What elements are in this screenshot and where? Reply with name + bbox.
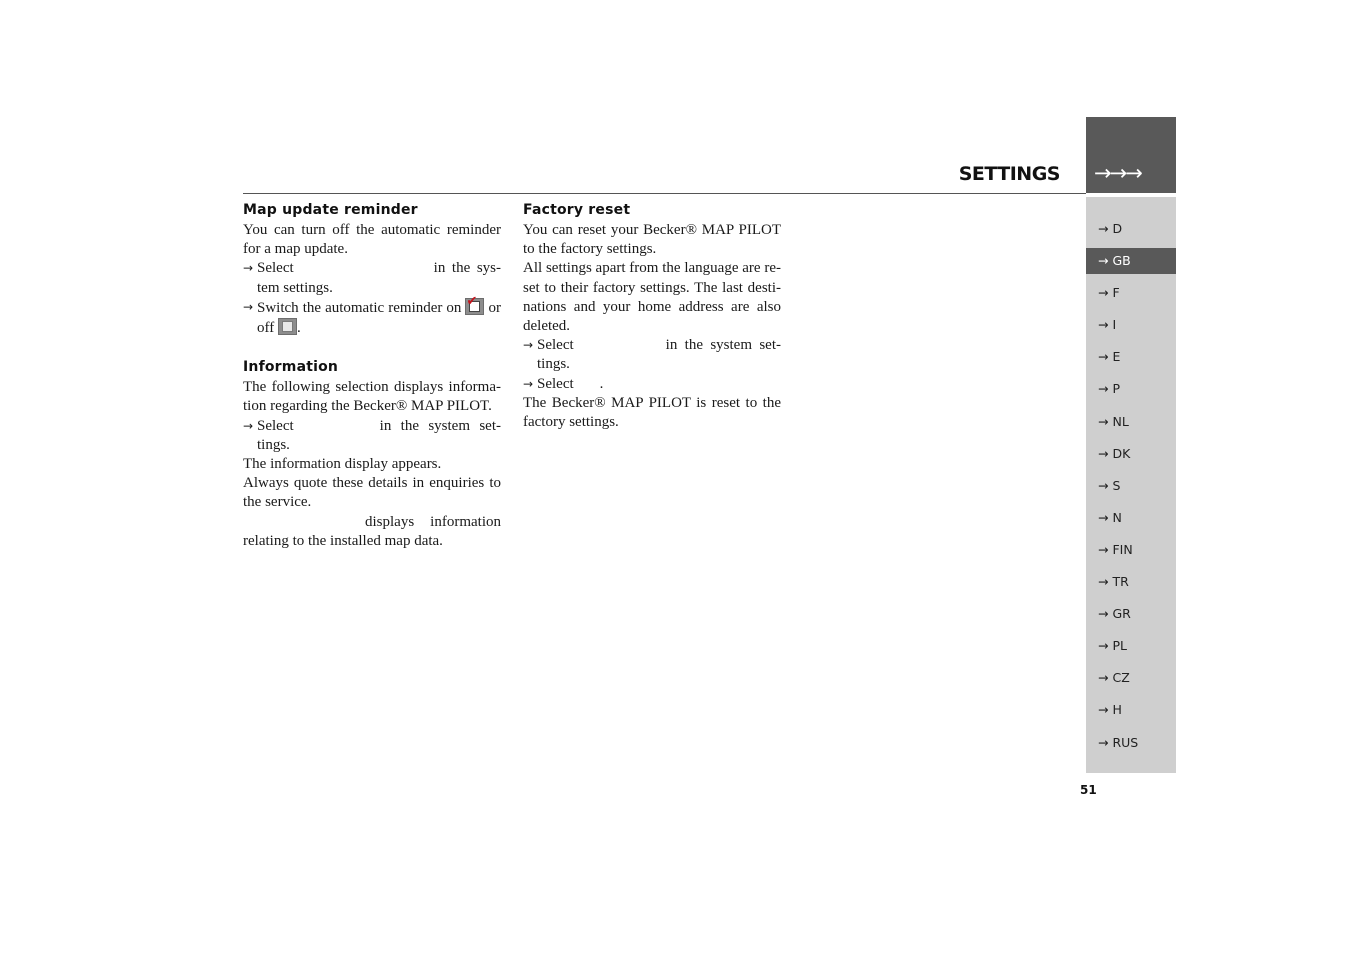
arrow-icon: → <box>1098 413 1109 429</box>
language-code: GR <box>1112 606 1131 622</box>
arrow-icon: → <box>1098 285 1109 301</box>
language-code: I <box>1112 317 1117 333</box>
arrow-icon: → <box>243 261 254 276</box>
text-column-left <box>243 201 501 551</box>
arrow-icon: → <box>1098 638 1109 654</box>
chapter-tab <box>1086 117 1176 193</box>
language-code: CZ <box>1112 670 1130 686</box>
text-column-right <box>523 201 781 432</box>
arrow-icon: → <box>1098 574 1109 590</box>
section-heading-map-update: Map update reminder <box>243 202 418 218</box>
arrow-icon: → <box>1098 253 1109 269</box>
language-code: GB <box>1112 253 1131 269</box>
arrow-icon: → <box>523 338 534 353</box>
arrow-icon: → <box>1098 606 1109 622</box>
arrow-icon: → <box>1098 734 1109 750</box>
language-item-cz[interactable] <box>1086 665 1176 691</box>
page-title: SETTINGS <box>958 163 1060 185</box>
language-code: E <box>1112 349 1121 365</box>
factory-reset-step-2: → Select . <box>523 375 781 394</box>
checkbox-unchecked-icon <box>278 318 297 335</box>
checkbox-checked-icon: ✔ <box>465 298 484 315</box>
language-item-s[interactable] <box>1086 473 1176 499</box>
header-divider <box>243 193 1086 194</box>
language-item-fin[interactable] <box>1086 537 1176 563</box>
language-item-dk[interactable] <box>1086 441 1176 467</box>
language-item-p[interactable] <box>1086 376 1176 402</box>
language-code: D <box>1112 221 1123 236</box>
arrow-icon: → <box>1098 670 1109 686</box>
language-item-d[interactable] <box>1086 216 1176 242</box>
arrow-icon: → <box>1098 477 1109 493</box>
factory-reset-p1: All settings apart from the language are re-set to their factory settings. The last desti-nations and your home address are also deleted. <box>523 260 781 335</box>
map-update-intro: You can turn off the automatic reminder for a map update. <box>243 222 501 258</box>
language-code: NL <box>1112 413 1129 429</box>
arrow-icon: → <box>1098 317 1109 333</box>
language-code: H <box>1112 702 1122 718</box>
information-p1: The information display appears. <box>243 456 442 473</box>
language-item-gr[interactable] <box>1086 601 1176 627</box>
language-item-rus[interactable] <box>1086 730 1176 756</box>
information-step-1: → Select in the system set-tings. <box>243 417 501 453</box>
language-code: F <box>1112 285 1120 301</box>
section-heading-information: Information <box>243 359 339 376</box>
information-p2: Always quote these details in enquiries to the service. <box>243 475 501 511</box>
language-code: P <box>1112 381 1121 397</box>
language-item-e[interactable] <box>1086 344 1176 370</box>
language-code: DK <box>1112 445 1131 461</box>
arrow-icon: → <box>1098 381 1109 397</box>
language-code: FIN <box>1112 541 1133 557</box>
map-update-step-1: → Select in the sys-tem settings. <box>243 260 501 296</box>
language-item-gb[interactable] <box>1086 248 1176 274</box>
language-list <box>1086 216 1176 762</box>
information-p3: displays information relating to the installed map data. <box>243 513 501 549</box>
arrow-icon: → <box>1098 221 1109 236</box>
language-item-n[interactable] <box>1086 505 1176 531</box>
page-number: 51 <box>1080 783 1097 797</box>
language-item-i[interactable] <box>1086 312 1176 338</box>
language-code: TR <box>1112 574 1129 590</box>
information-intro: The following selection displays informa-tion regarding the Becker® MAP PILOT. <box>243 379 501 415</box>
arrow-icon: → <box>1098 445 1109 461</box>
language-item-nl[interactable] <box>1086 409 1176 435</box>
arrow-icon: → <box>1098 349 1109 365</box>
language-item-h[interactable] <box>1086 697 1176 723</box>
map-update-step-2: → Switch the automatic reminder on ✔ or off . <box>243 293 502 337</box>
language-item-tr[interactable] <box>1086 569 1176 595</box>
language-item-pl[interactable] <box>1086 633 1176 659</box>
arrow-icon: → <box>523 376 534 391</box>
factory-reset-intro: You can reset your Becker® MAP PILOT to the factory settings. <box>523 222 781 258</box>
section-heading-factory-reset: Factory reset <box>523 202 631 218</box>
language-code: RUS <box>1112 734 1139 750</box>
arrow-icon: → <box>243 418 254 433</box>
language-code: PL <box>1112 638 1127 654</box>
arrow-icon: → <box>1098 702 1109 718</box>
factory-reset-p2: The Becker® MAP PILOT is reset to the factory settings. <box>523 394 781 431</box>
arrow-icon: → <box>1098 541 1109 557</box>
language-code: S <box>1112 477 1121 493</box>
language-item-f[interactable] <box>1086 280 1176 306</box>
triple-arrow-icon: →→→ <box>1094 161 1141 185</box>
language-sidebar <box>1086 197 1176 773</box>
language-code: N <box>1112 509 1122 525</box>
arrow-icon: → <box>243 299 254 314</box>
arrow-icon: → <box>1098 509 1109 525</box>
factory-reset-step-1: → Select in the system set-tings. <box>523 337 781 373</box>
